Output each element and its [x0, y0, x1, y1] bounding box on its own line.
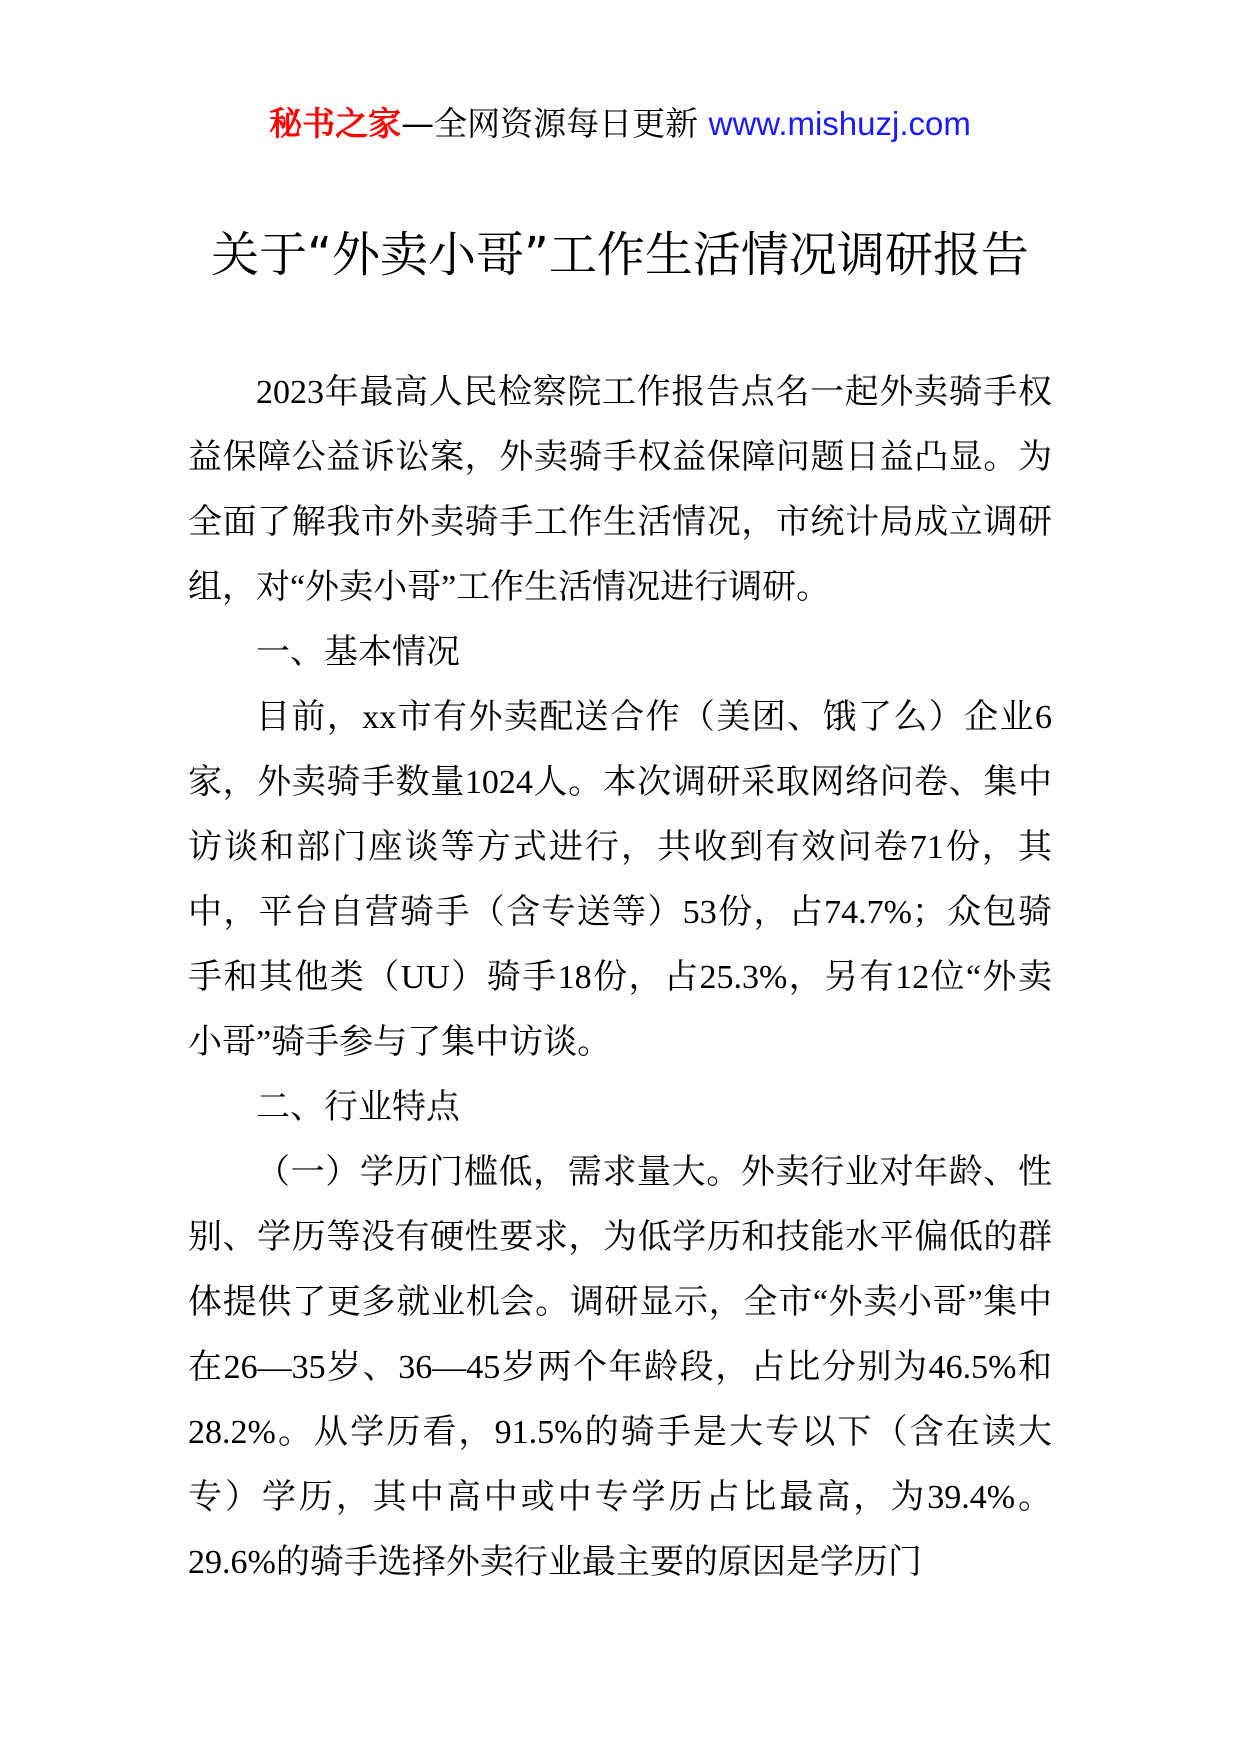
intro-paragraph: 2023年最高人民检察院工作报告点名一起外卖骑手权益保障公益诉讼案，外卖骑手权益保障问题日益凸显。为全面了解我市外卖骑手工作生活情况，市统计局成立调研组，对“外卖小哥”工作生活情况进行调研。	[188, 374, 1052, 606]
section-heading-basic: 一、基本情况	[256, 634, 460, 671]
site-url-link[interactable]: www.mishuzj.com	[708, 105, 971, 142]
brand-name: 秘书之家	[269, 104, 402, 143]
header-slogan: —全网资源每日更新	[401, 104, 699, 143]
basic-situation-paragraph: 目前，xx市有外卖配送合作（美团、饿了么）企业6家，外卖骑手数量1024人。本次调研采取网络问卷、集中访谈和部门座谈等方式进行，共收到有效问卷71份，其中，平台自营骑手（含专送等）53份，占74.7%；众包骑手和其他类（UU）骑手18份，占25.3%，另有12位“外卖小哥”骑手参与了集中访谈。	[188, 699, 1052, 1061]
document-body	[188, 360, 1052, 1595]
document-title: 关于“外卖小哥”工作生活情况调研报告	[211, 227, 1029, 283]
education-paragraph: （一）学历门槛低，需求量大。外卖行业对年龄、性别、学历等没有硬性要求，为低学历和技能水平偏低的群体提供了更多就业机会。调研显示，全市“外卖小哥”集中在26—35岁、36—45岁两个年龄段，占比分别为46.5%和28.2%。从学历看，91.5%的骑手是大专以下（含在读大专）学历，其中高中或中专学历占比最高，为39.4%。29.6%的骑手选择外卖行业最主要的原因是学历门	[188, 1154, 1052, 1581]
site-header	[0, 100, 1240, 148]
section-heading-features: 二、行业特点	[256, 1089, 460, 1126]
